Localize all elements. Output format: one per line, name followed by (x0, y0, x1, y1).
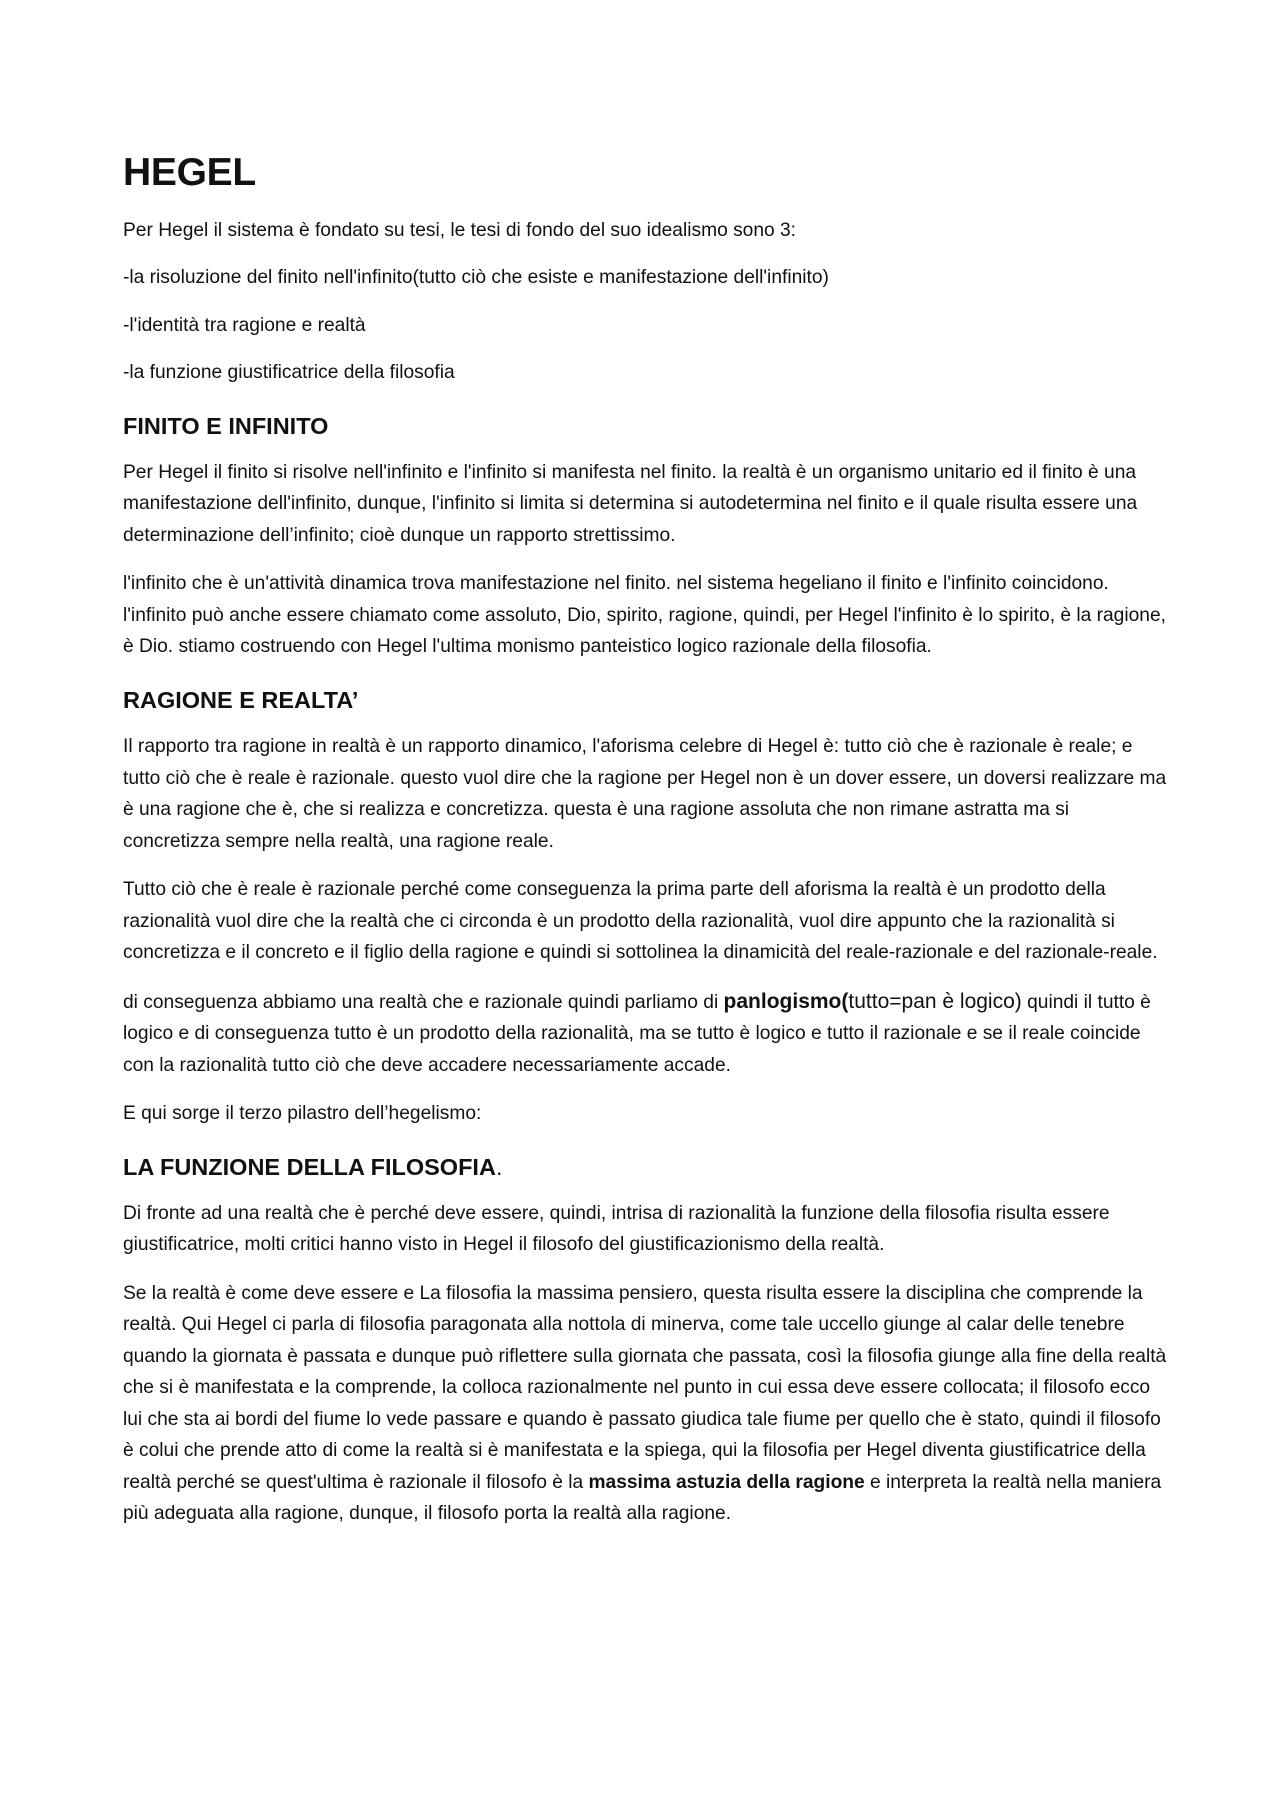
thesis-item: -la risoluzione del finito nell'infinito(tutto ciò che esiste e manifestazione dell'infinito) (123, 267, 829, 289)
panlogismo-definition: tutto=pan è logico) (848, 989, 1022, 1013)
thesis-item: -l'identità tra ragione e realtà (123, 314, 366, 336)
paragraph-text: quindi il tutto è logico e di conseguenza tutto è un prodotto della razionalità, ma se tutto è logico e tutto il razionale e se il reale coincide con la razionalità tutto ciò che deve accadere necessariamente accade. (123, 991, 1151, 1076)
section-heading-text: LA FUNZIONE DELLA FILOSOFIA (123, 1153, 496, 1180)
document-title: HEGEL (123, 151, 256, 194)
paragraph (123, 1278, 1168, 1530)
paragraph-text: Se la realtà è come deve essere e La filosofia la massima pensiero, questa risulta essere la disciplina che comprende la realtà. Qui Hegel ci parla di filosofia paragonata alla nottola di minerva, come tale uccello giunge al calar delle tenebre quando la giornata è passata e dunque può riflettere sulla giornata che passata, così la filosofia giunge alla fine della realtà che si è manifestata e la comprende, la colloca razionalmente nel punto in cui essa deve essere collocata; il filosofo ecco lui che sta ai bordi del fiume lo vede passare e quando è passato giudica tale fiume per quello che è stato, quindi il filosofo è colui che prende atto di come la realtà si è manifestata e la spiega, qui la filosofia per Hegel diventa giustificatrice della realtà perché se quest'ultima è razionale il filosofo è la (123, 1282, 1167, 1493)
paragraph (123, 986, 1168, 1082)
thesis-item: -la funzione giustificatrice della filosofia (123, 362, 455, 384)
paragraph-text: e interpreta la realtà nella maniera più adeguata alla ragione, dunque, il filosofo porta la realtà alla ragione. (123, 1471, 1162, 1525)
paragraph: E qui sorge il terzo pilastro dell’hegelismo: (123, 1103, 482, 1125)
section-heading-ragione: RAGIONE E REALTA’ (123, 686, 359, 713)
paragraph-text: di conseguenza abbiamo una realtà che e razionale quindi parliamo di (123, 991, 724, 1013)
paragraph: l'infinito che è un'attività dinamica trova manifestazione nel finito. nel sistema hegeliano il finito e l'infinito coincidono. l'infinito può anche essere chiamato come assoluto, Dio, spirito, ragione, quindi, per Hegel l'infinito è lo spirito, è la ragione, è Dio. stiamo costruendo con Hegel l'ultima monismo panteistico logico razionale della filosofia. (123, 573, 1166, 658)
intro-paragraph: Per Hegel il sistema è fondato su tesi, le tesi di fondo del suo idealismo sono 3: (123, 219, 797, 241)
document-page (123, 150, 1168, 1547)
astuzia-term: massima astuzia della ragione (588, 1471, 865, 1493)
section-heading-finito: FINITO E INFINITO (123, 412, 329, 439)
paragraph: Di fronte ad una realtà che è perché deve essere, quindi, intrisa di razionalità la funzione della filosofia risulta essere giustificatrice, molti critici hanno visto in Hegel il filosofo del giustificazionismo della realtà. (123, 1202, 1110, 1256)
section-heading-period: . (495, 1153, 503, 1180)
panlogismo-term: panlogismo( (723, 989, 849, 1013)
section-heading-filosofia (123, 1153, 1168, 1181)
paragraph: Per Hegel il finito si risolve nell'infinito e l'infinito si manifesta nel finito. la realtà è un organismo unitario ed il finito è una manifestazione dell'infinito, dunque, l'infinito si limita si determina si autodetermina nel finito e il quale risulta essere una determinazione dell’infinito; cioè dunque un rapporto strettissimo. (123, 461, 1138, 546)
paragraph: Tutto ciò che è reale è razionale perché come conseguenza la prima parte dell aforisma la realtà è un prodotto della razionalità vuol dire che la realtà che ci circonda è un prodotto della razionalità, vuol dire appunto che la razionalità si concretizza e il concreto e il figlio della ragione e quindi si sottolinea la dinamicità del reale-razionale e del razionale-reale. (123, 879, 1158, 964)
paragraph: Il rapporto tra ragione in realtà è un rapporto dinamico, l'aforisma celebre di Hegel è: tutto ciò che è razionale è reale; e tutto ciò che è reale è razionale. questo vuol dire che la ragione per Hegel non è un dover essere, un doversi realizzare ma è una ragione che è, che si realizza e concretizza. questa è una ragione assoluta che non rimane astratta ma si concretizza sempre nella realtà, una ragione reale. (123, 736, 1167, 852)
